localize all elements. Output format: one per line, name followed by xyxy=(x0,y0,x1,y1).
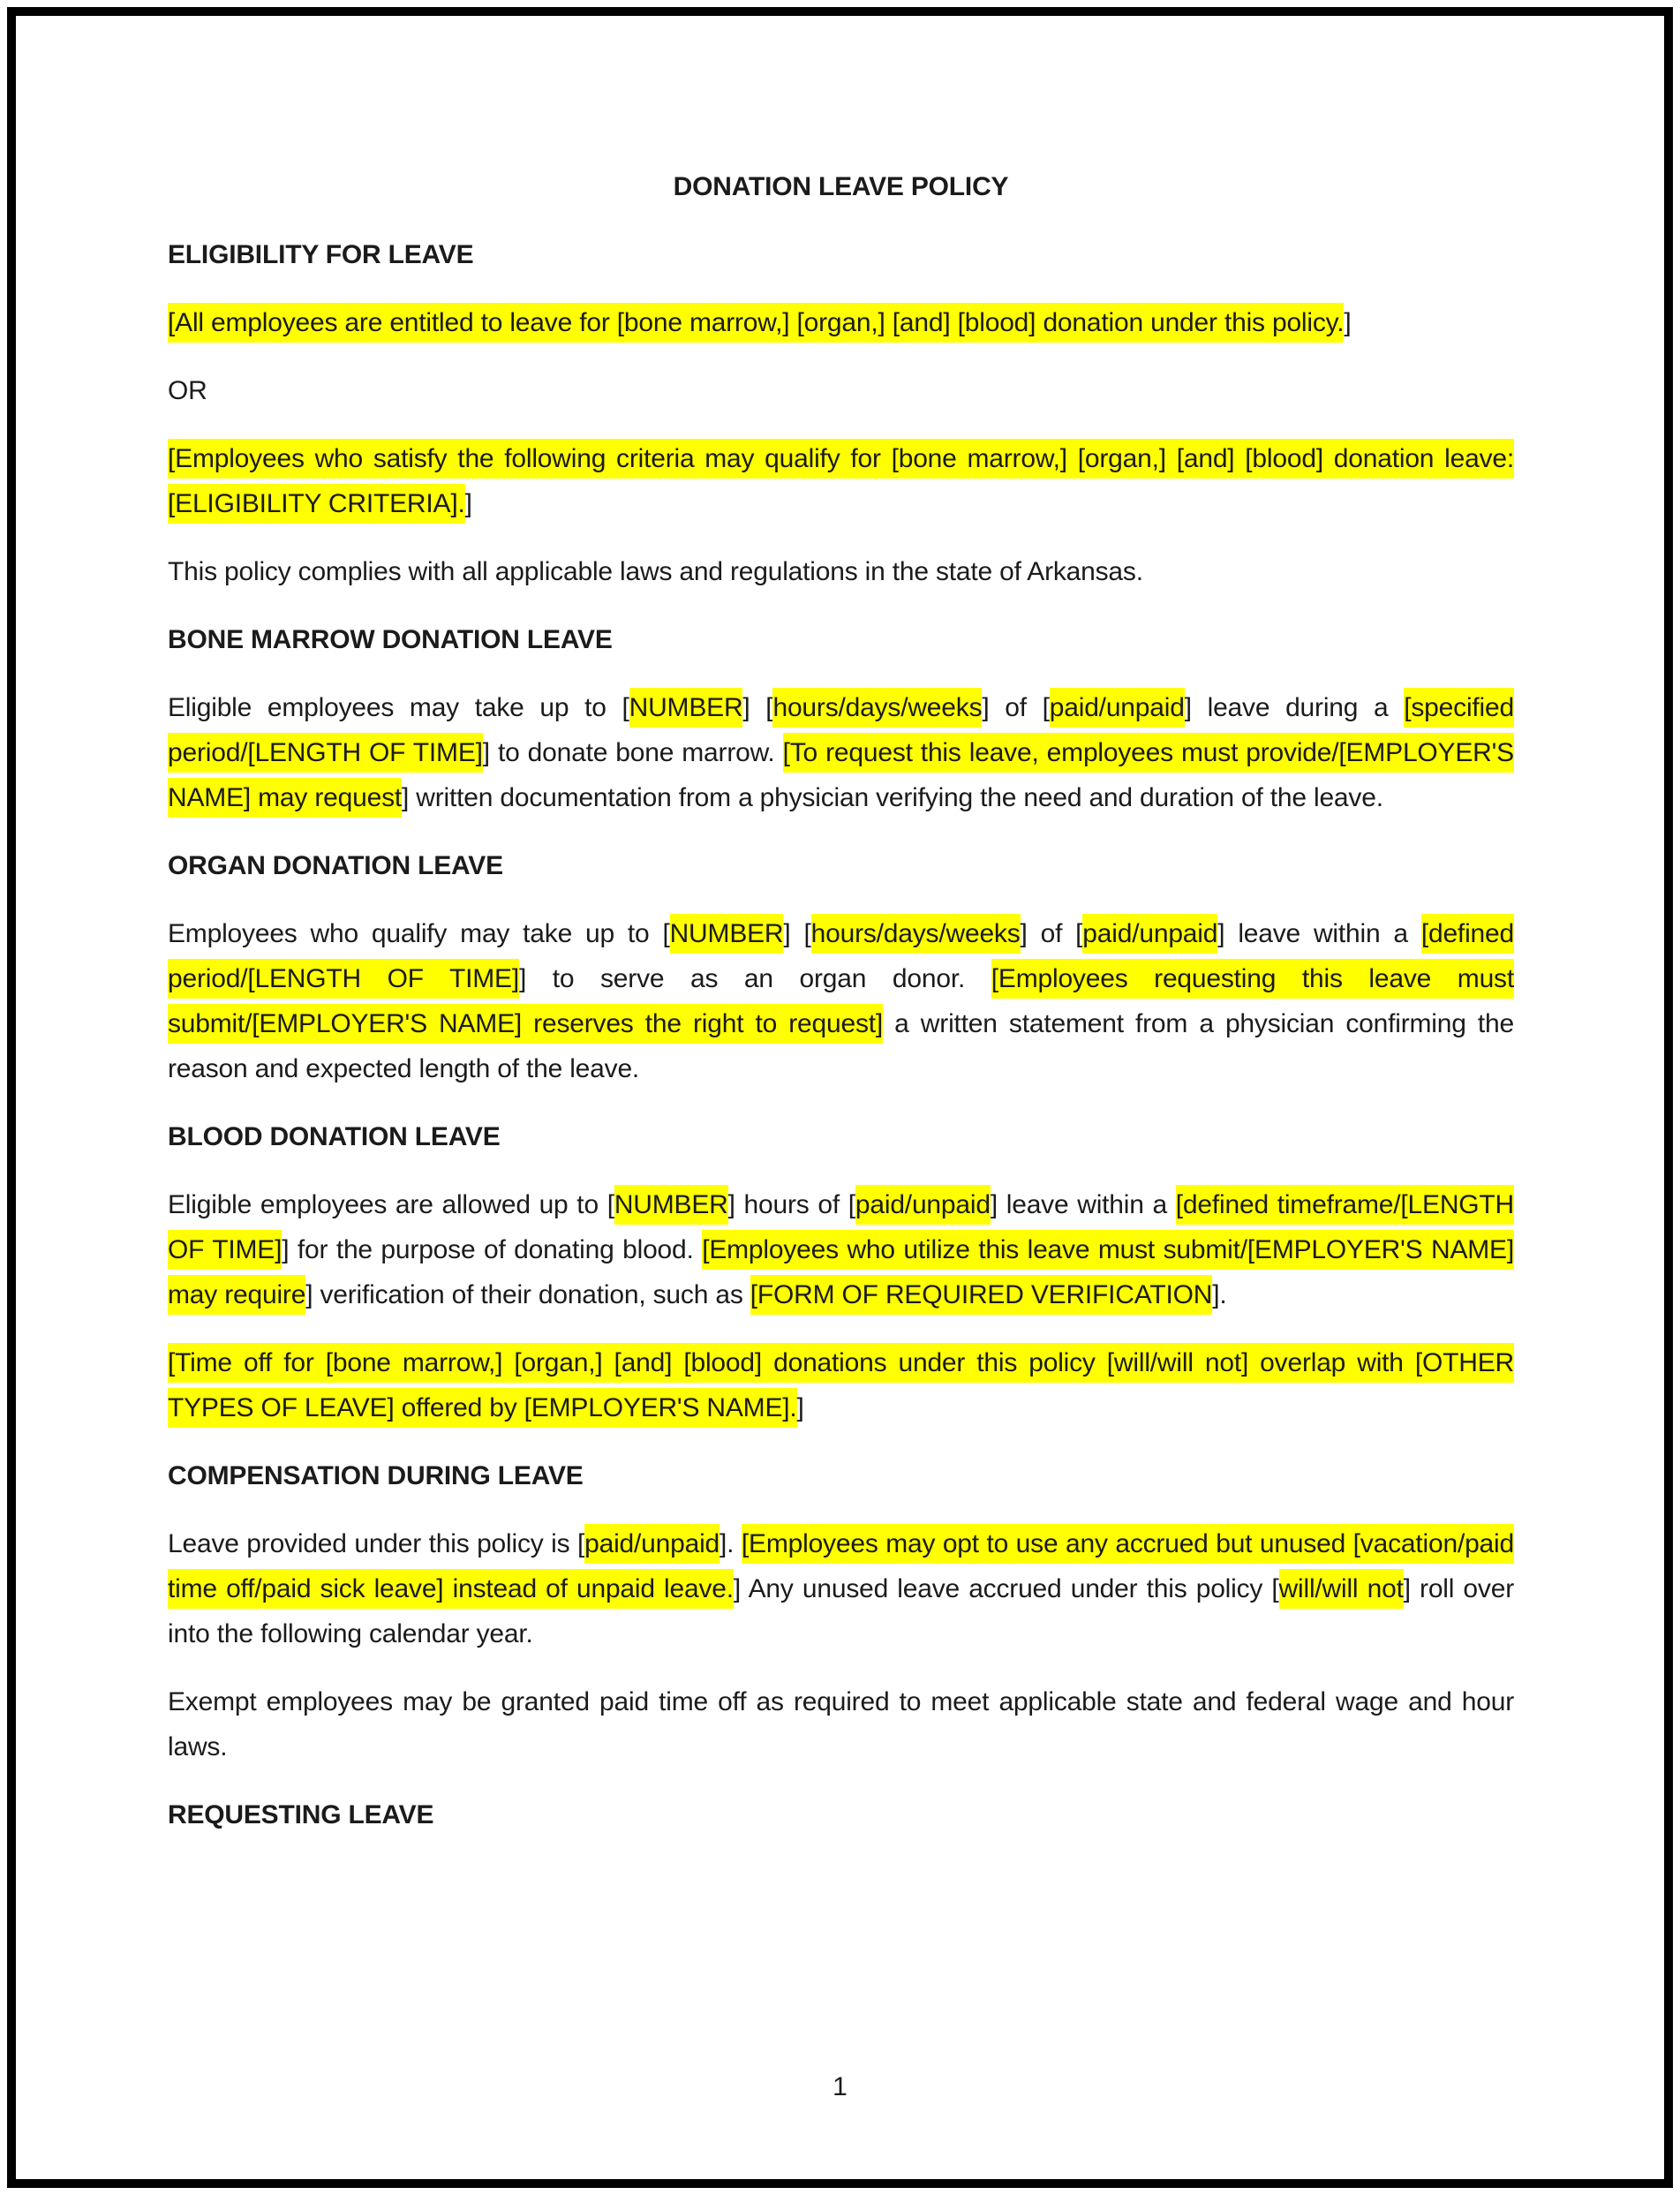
plain-text: COMPENSATION DURING LEAVE xyxy=(168,1461,584,1490)
highlighted-text: NUMBER xyxy=(670,914,784,954)
plain-text: ] hours of [ xyxy=(727,1190,855,1219)
paragraph-exempt xyxy=(168,1679,1514,1769)
plain-text: ] xyxy=(1344,308,1352,337)
plain-text: ] leave within a xyxy=(990,1190,1176,1219)
highlighted-text: [FORM OF REQUIRED VERIFICATION xyxy=(750,1275,1212,1315)
highlighted-text: [Employees who utilize this leave must submit/[EMPLOYER'S NAME] may require xyxy=(168,1230,1514,1315)
highlighted-text: [Employees requesting this leave must submit/[EMPLOYER'S NAME] reserves the right to request] xyxy=(168,959,1514,1044)
plain-text: ] leave within a xyxy=(1217,919,1421,948)
plain-text: ] xyxy=(796,1393,804,1422)
heading-eligibility-for-leave xyxy=(168,232,1514,277)
highlighted-text: [To request this leave, employees must provide/[EMPLOYER'S NAME] may request xyxy=(168,733,1514,818)
plain-text: Exempt employees may be granted paid time off as required to meet applicable state and federal wage and hour laws. xyxy=(168,1687,1514,1761)
heading-blood-donation-leave xyxy=(168,1114,1514,1159)
heading-organ-donation-leave xyxy=(168,843,1514,888)
plain-text: ]. xyxy=(1212,1280,1227,1309)
plain-text: a written statement from a physician confirming the reason and expected length of the leave. xyxy=(168,1009,1514,1083)
highlighted-text: paid/unpaid xyxy=(1050,688,1185,728)
heading-compensation-during-leave xyxy=(168,1453,1514,1498)
paragraph-organ xyxy=(168,911,1514,1091)
highlighted-text: paid/unpaid xyxy=(855,1185,991,1225)
paragraph-overlap xyxy=(168,1340,1514,1430)
highlighted-text: [All employees are entitled to leave for [bone marrow,] [organ,] [and] [blood] donation under this policy. xyxy=(168,303,1344,343)
highlighted-text: hours/days/weeks xyxy=(811,914,1021,954)
paragraph-or xyxy=(168,368,1514,413)
highlighted-text: [Time off for [bone marrow,] [organ,] [and] [blood] donations under this policy [will/will not] overlap with [OTHER TYPES OF LEAVE] offered by [EMPLOYER'S NAME]. xyxy=(168,1343,1514,1428)
plain-text: ] written documentation from a physician verifying the need and duration of the leave. xyxy=(402,783,1383,812)
plain-text: BONE MARROW DONATION LEAVE xyxy=(168,625,613,654)
plain-text: Leave provided under this policy is [ xyxy=(168,1529,585,1558)
plain-text: ORGAN DONATION LEAVE xyxy=(168,851,503,880)
plain-text: REQUESTING LEAVE xyxy=(168,1800,434,1829)
highlighted-text: NUMBER xyxy=(614,1185,728,1225)
plain-text: DONATION LEAVE POLICY xyxy=(673,172,1009,201)
paragraph-eligibility-all-employees xyxy=(168,300,1514,345)
plain-text: ] [ xyxy=(783,919,811,948)
plain-text: ] to donate bone marrow. xyxy=(482,738,783,767)
highlighted-text: [specified period/[LENGTH OF TIME] xyxy=(168,688,1514,773)
plain-text: ] [ xyxy=(742,693,773,722)
paragraph-blood xyxy=(168,1182,1514,1317)
highlighted-text: will/will not xyxy=(1279,1569,1404,1609)
plain-text: ] of [ xyxy=(1020,919,1083,948)
plain-text: This policy complies with all applicable laws and regulations in the state of Arkansas. xyxy=(168,557,1143,586)
plain-text: ] for the purpose of donating blood. xyxy=(282,1235,703,1264)
highlighted-text: paid/unpaid xyxy=(584,1524,719,1564)
highlighted-text: [Employees may opt to use any accrued but unused [vacation/paid time off/paid sick leave] instead of unpaid leave. xyxy=(168,1524,1514,1609)
paragraph-bone-marrow xyxy=(168,685,1514,820)
paragraph-compensation xyxy=(168,1521,1514,1656)
plain-text: ]. xyxy=(719,1529,742,1558)
highlighted-text: [defined period/[LENGTH OF TIME] xyxy=(168,914,1514,999)
page-number: 1 xyxy=(832,2072,848,2101)
document-title xyxy=(168,164,1514,209)
highlighted-text: paid/unpaid xyxy=(1082,914,1217,954)
highlighted-text: hours/days/weeks xyxy=(772,688,982,728)
heading-requesting-leave xyxy=(168,1792,1514,1837)
plain-text: ELIGIBILITY FOR LEAVE xyxy=(168,240,474,269)
plain-text: ] roll over into the following calendar year. xyxy=(168,1574,1514,1648)
heading-bone-marrow-donation-leave xyxy=(168,617,1514,662)
highlighted-text: [defined timeframe/[LENGTH OF TIME] xyxy=(168,1185,1514,1270)
paragraph-compliance xyxy=(168,549,1514,594)
plain-text: ] Any unused leave accrued under this policy [ xyxy=(733,1574,1279,1603)
plain-text: ] leave during a xyxy=(1184,693,1405,722)
plain-text: ] to serve as an organ donor. xyxy=(518,964,991,993)
plain-text: Eligible employees may take up to [ xyxy=(168,693,629,722)
plain-text: BLOOD DONATION LEAVE xyxy=(168,1122,501,1151)
plain-text: Eligible employees are allowed up to [ xyxy=(168,1190,614,1219)
document-content xyxy=(168,164,1514,1860)
plain-text: ] verification of their donation, such as xyxy=(305,1280,750,1309)
highlighted-text: [Employees who satisfy the following criteria may qualify for [bone marrow,] [organ,] [and] [blood] donation leave: [ELIGIBILITY CRITERIA]. xyxy=(168,439,1514,524)
plain-text: ] of [ xyxy=(982,693,1050,722)
highlighted-text: NUMBER xyxy=(629,688,743,728)
plain-text: ] xyxy=(464,489,472,518)
plain-text: OR xyxy=(168,376,207,405)
plain-text: Employees who qualify may take up to [ xyxy=(168,919,670,948)
paragraph-eligibility-criteria xyxy=(168,436,1514,526)
